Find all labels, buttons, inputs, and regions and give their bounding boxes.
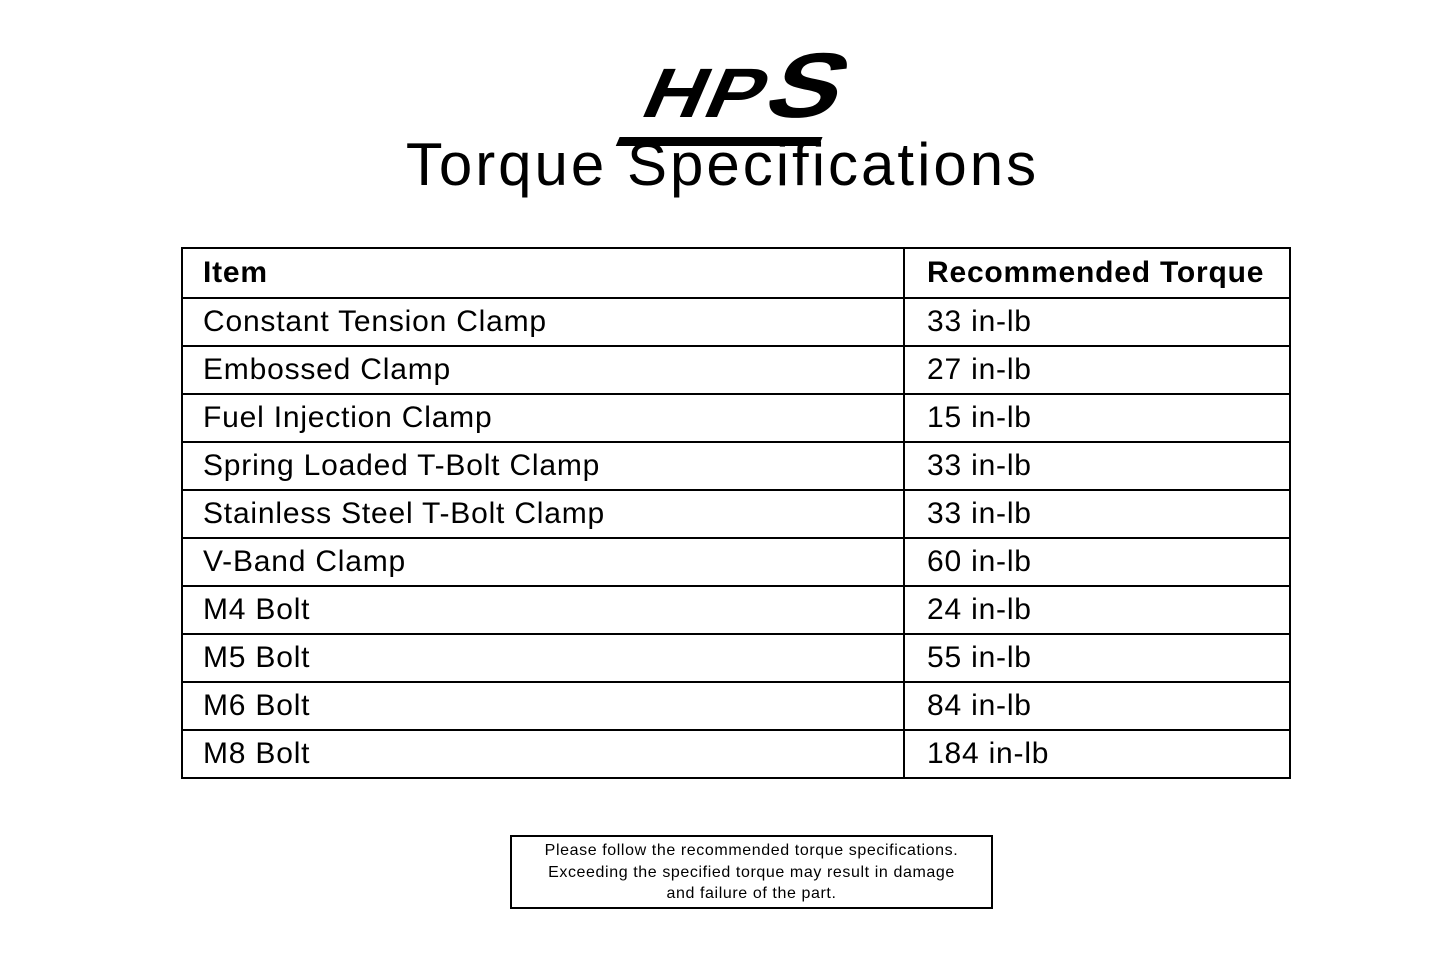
torque-cell: 27 in-lb [904,346,1290,394]
item-cell: M6 Bolt [182,682,904,730]
item-cell: M5 Bolt [182,634,904,682]
page-title: Torque Specifications [405,131,1040,198]
table-row [182,394,1290,442]
table-row [182,730,1290,778]
torque-cell: 15 in-lb [904,394,1290,442]
note-line-2: Exceeding the specified torque may result in damage [548,863,955,881]
table-row [182,298,1290,346]
item-cell: Constant Tension Clamp [182,298,904,346]
hps-logo-text-s: S [751,35,868,137]
table-row [182,538,1290,586]
table-row [182,442,1290,490]
torque-cell: 33 in-lb [904,490,1290,538]
torque-cell: 60 in-lb [904,538,1290,586]
torque-cell: 33 in-lb [904,442,1290,490]
table-row [182,586,1290,634]
header-item: Item [182,248,904,298]
note-line-1: Please follow the recommended torque specifications. [544,842,959,859]
table-row [182,346,1290,394]
item-cell: Embossed Clamp [182,346,904,394]
torque-cell: 84 in-lb [904,682,1290,730]
note-line-3: and failure of the part. [666,885,837,902]
item-cell: V-Band Clamp [182,538,904,586]
torque-cell: 55 in-lb [904,634,1290,682]
table-row [182,490,1290,538]
torque-spec-table [181,247,1291,779]
torque-cell: 33 in-lb [904,298,1290,346]
item-cell: M8 Bolt [182,730,904,778]
table-row [182,682,1290,730]
item-cell: Stainless Steel T-Bolt Clamp [182,490,904,538]
torque-cell: 24 in-lb [904,586,1290,634]
hps-logo-text-hp: HP [631,54,785,132]
item-cell: Fuel Injection Clamp [182,394,904,442]
item-cell: Spring Loaded T-Bolt Clamp [182,442,904,490]
table-header-row [182,248,1290,298]
torque-warning-note [510,835,993,909]
item-cell: M4 Bolt [182,586,904,634]
table-row [182,634,1290,682]
header-recommended-torque: Recommended Torque [904,248,1290,298]
torque-cell: 184 in-lb [904,730,1290,778]
